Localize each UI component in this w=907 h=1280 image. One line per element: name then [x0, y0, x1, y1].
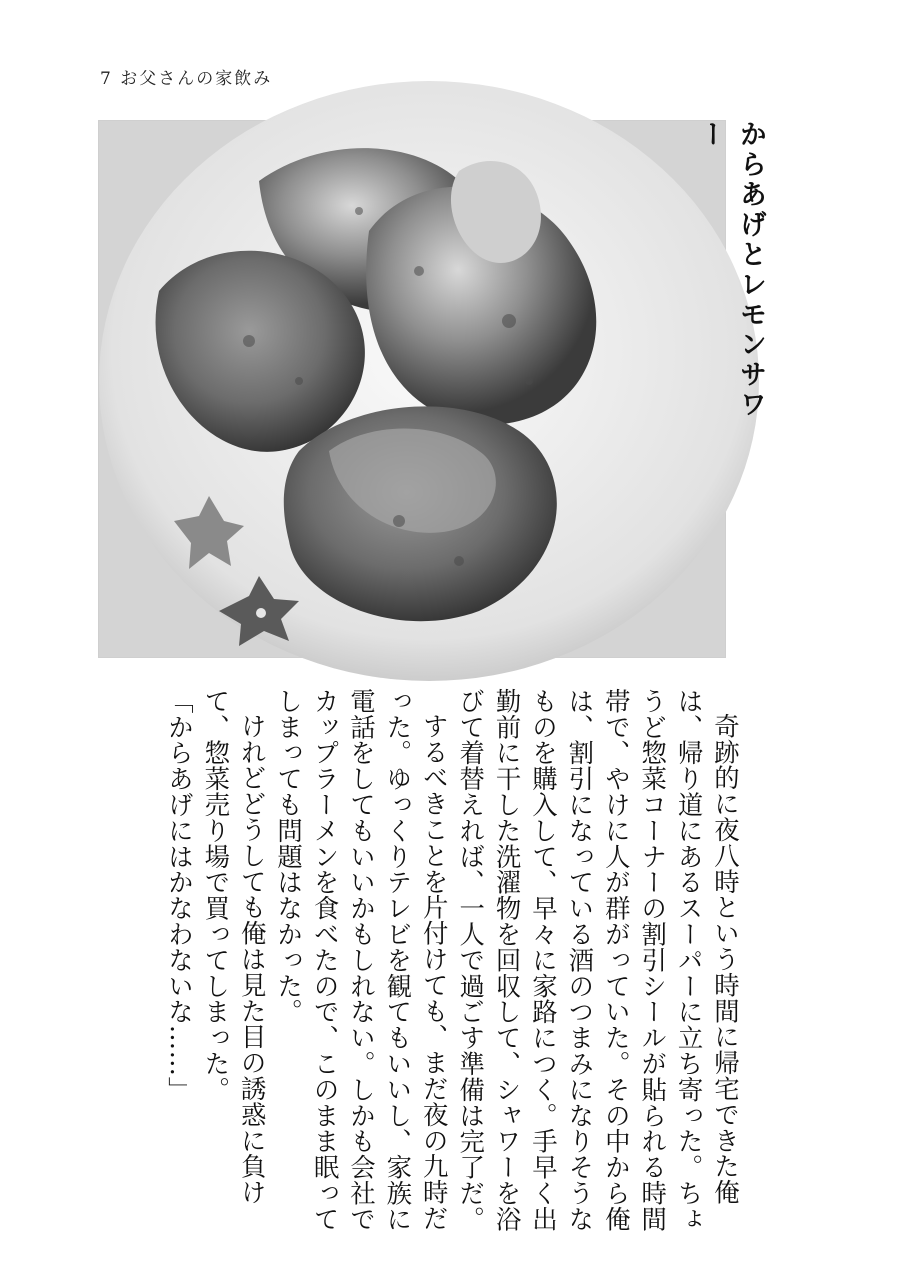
- running-header: 7 お父さんの家飲み: [100, 69, 273, 89]
- article-body: [88, 688, 744, 1248]
- article-title: からあげとレモンサワー: [695, 120, 766, 420]
- body-paragraph-2: するべきことを片付けても、まだ夜の九時だった。ゆっくりテレビを観てもいいし、家族に電話をしてもいいかもしれない。しかも会社でカップラーメンを食べたので、このまま眠ってしまっても問題はなかった。: [274, 688, 450, 1232]
- body-dialogue-line: 「からあげにはかなわないな……」: [164, 688, 195, 1103]
- body-paragraph-1: 奇跡的に夜八時という時間に帰宅できた俺は、帰り道にあるスーパーに立ち寄った。ちょうど惣菜コーナーの割引シールが貼られる時間帯で、やけに人が群がっていた。その中から俺は、割引になっている酒のつまみになりそうなものを購入して、早々に家路につく。手早く出勤前に干した洗濯物を回収して、シャワーを浴びて着替えれば、一人で過ごす準備は完了だ。: [456, 688, 741, 1232]
- karaage-photo: [98, 120, 726, 658]
- body-paragraph-3: けれどどうしても俺は見た目の誘惑に負けて、惣菜売り場で買ってしまった。: [201, 688, 268, 1206]
- karaage-photo-illustration: [99, 121, 725, 657]
